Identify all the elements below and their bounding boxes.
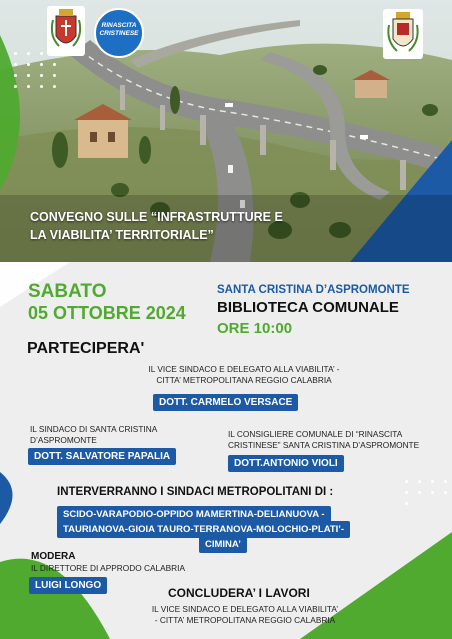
rinascita-cristinese-badge <box>94 8 144 58</box>
sindaco-name: DOTT. SALVATORE PAPALIA <box>28 448 176 465</box>
vice-role <box>124 364 364 386</box>
consigliere-role-line1: IL CONSIGLIERE COMUNALE DI “RINASCITA <box>228 429 403 439</box>
modera-heading: MODERA <box>31 551 76 562</box>
conclude-role <box>125 604 365 626</box>
left-crest-icon <box>47 6 85 56</box>
event-time: ORE 10:00 <box>217 320 293 337</box>
sindaci-line2: TAURIANOVA-GIOIA TAURO-TERRANOVA-MOLOCHIO-PLATI’- <box>57 521 350 538</box>
consigliere-role-line2: CRISTINESE” SANTA CRISTINA D’ASPROMONTE <box>228 440 420 450</box>
vice-role-line1: IL VICE SINDACO E DELEGATO ALLA VIABILITA’ - <box>148 364 340 374</box>
conclude-heading: CONCLUDERA’ I LAVORI <box>168 586 310 600</box>
vice-name: DOTT. CARMELO VERSACE <box>153 394 298 411</box>
hero-title-line1: CONVEGNO SULLE “INFRASTRUTTURE E <box>30 210 283 224</box>
modera-name: LUIGI LONGO <box>29 577 107 594</box>
partecipera-heading: PARTECIPERA' <box>27 340 145 357</box>
conclude-role-line1: IL VICE SINDACO E DELEGATO ALLA VIABILITA’ <box>151 604 339 614</box>
event-date: 05 OTTOBRE 2024 <box>28 303 186 323</box>
event-venue: BIBLIOTECA COMUNALE <box>217 299 399 316</box>
right-crest-icon <box>383 9 423 59</box>
sindaci-line1: SCIDO-VARAPODIO-OPPIDO MAMERTINA-DELIANUOVA - <box>57 506 331 523</box>
hero-title-line2: LA VIABILITA’ TERRITORIALE” <box>30 228 214 242</box>
hero-title <box>30 208 283 244</box>
modera-role: IL DIRETTORE DI APPRODO CALABRIA <box>31 563 185 573</box>
decorative-dots-right <box>405 480 449 505</box>
vice-role-line2: CITTA’ METROPOLITANA REGGIO CALABRIA <box>156 375 332 385</box>
badge-text-2: CRISTINESE <box>99 30 139 37</box>
consigliere-name: DOTT.ANTONIO VIOLI <box>228 455 344 472</box>
conclude-role-line2: - CITTA’ METROPOLITANA REGGIO CALABRIA <box>154 615 336 625</box>
sindaci-line3: CIMINA’ <box>199 536 247 553</box>
badge-text-1: RINASCITA <box>101 22 137 29</box>
hero-image <box>0 0 452 262</box>
sindaco-role-line1: IL SINDACO DI SANTA CRISTINA <box>30 424 158 434</box>
sindaci-heading: INTERVERRANNO I SINDACI METROPOLITANI DI : <box>57 486 334 498</box>
sindaco-role <box>30 424 157 446</box>
event-town: SANTA CRISTINA D’ASPROMONTE <box>217 284 410 296</box>
sindaco-role-line2: D’ASPROMONTE <box>30 435 97 445</box>
decorative-dots <box>14 52 58 88</box>
event-day: SABATO <box>28 281 107 302</box>
consigliere-role <box>228 429 419 451</box>
